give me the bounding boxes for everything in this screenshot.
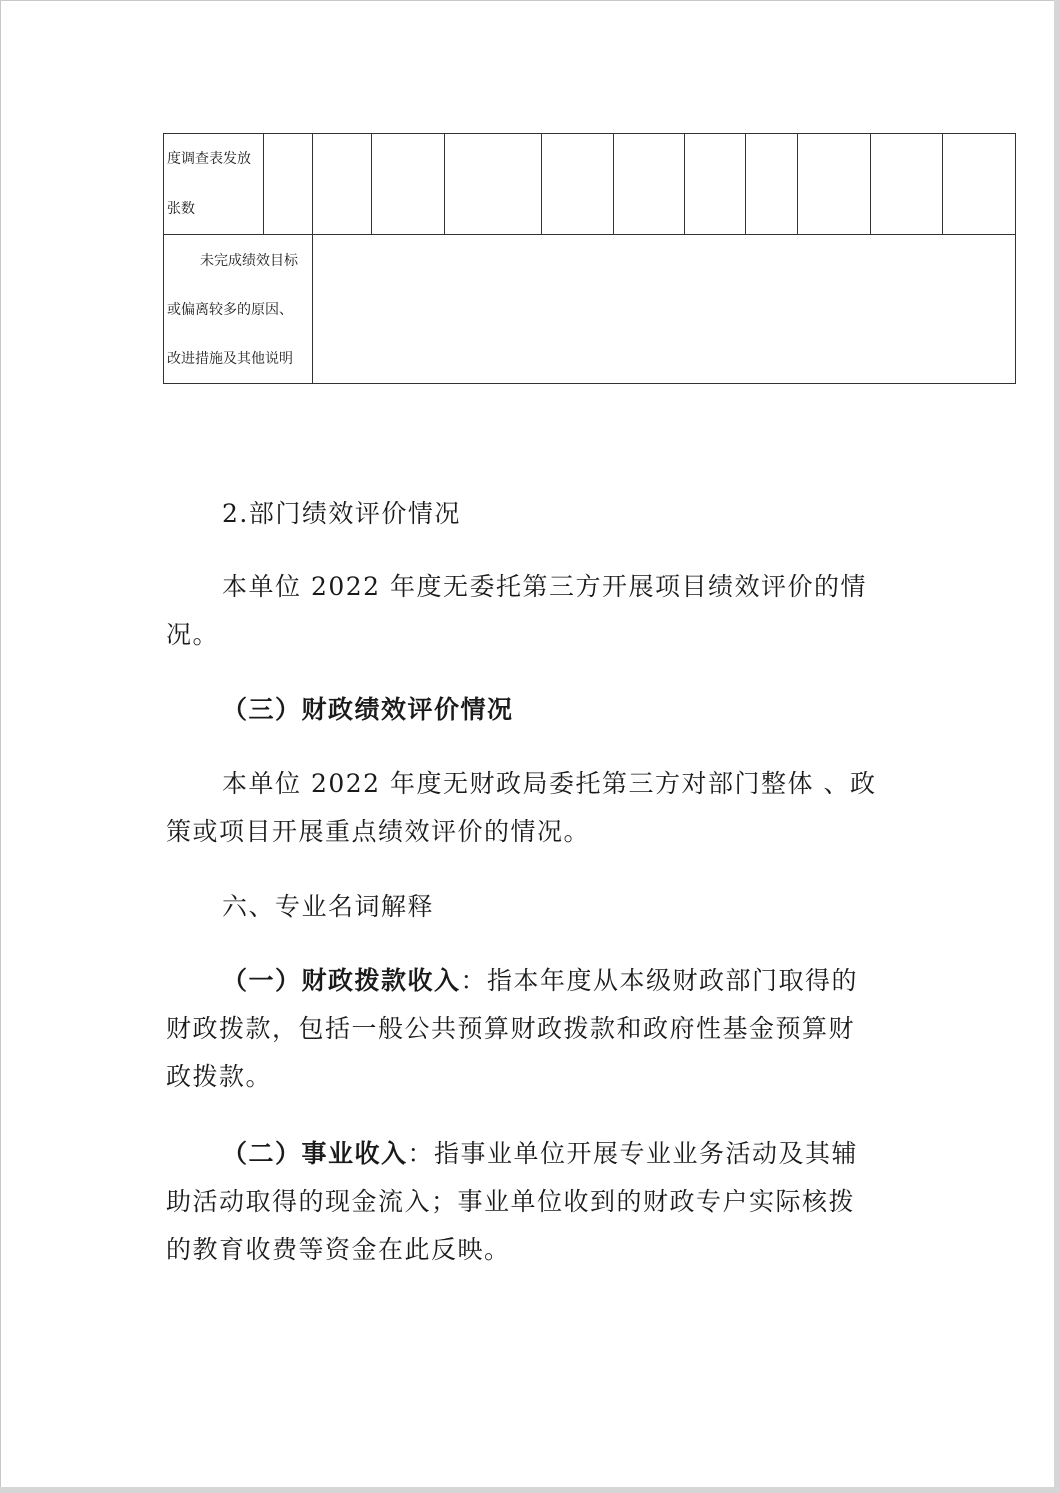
- paragraph-line: 本单位 2022 年度无财政局委托第三方对部门整体 、政: [222, 769, 877, 798]
- table-cell: [685, 134, 746, 235]
- term-text: 指本年度从本级财政部门取得的: [487, 966, 859, 995]
- table-row: [164, 134, 1016, 235]
- table-row-label: [164, 134, 264, 235]
- term-title: （二）事业收入: [222, 1139, 408, 1168]
- term-text: 指事业单位开展专业业务活动及其辅: [434, 1139, 859, 1168]
- paragraph-line: [166, 957, 898, 1005]
- table-cell-explanation: [313, 235, 1016, 384]
- table-row: [164, 235, 1016, 384]
- table-cell: [746, 134, 798, 235]
- table-cell: [264, 134, 313, 235]
- section-heading: （三）财政绩效评价情况: [222, 695, 514, 724]
- table-label-line: 或偏离较多的原因、: [167, 302, 293, 318]
- paragraph-line: 本单位 2022 年度无委托第三方开展项目绩效评价的情: [222, 572, 868, 601]
- table-cell: [871, 134, 943, 235]
- section-heading: 六、专业名词解释: [222, 892, 435, 921]
- paragraph-line: [166, 1130, 898, 1178]
- table-cell: [943, 134, 1016, 235]
- section-heading: 2.部门绩效评价情况: [222, 499, 461, 528]
- table-label-line: 未完成绩效目标: [200, 253, 298, 269]
- table-cell: [372, 134, 445, 235]
- table-cell: [542, 134, 614, 235]
- table-cell: [445, 134, 542, 235]
- table-label-line: 度调查表发放: [167, 151, 251, 167]
- table-cell: [798, 134, 871, 235]
- paragraph-line: 策或项目开展重点绩效评价的情况。: [166, 817, 591, 846]
- table-label-line: 张数: [167, 201, 195, 217]
- page-shadow-bottom: [0, 1487, 1060, 1493]
- paragraph-term-2: [166, 1130, 898, 1274]
- table-cell: [614, 134, 685, 235]
- term-colon: ：: [407, 1139, 435, 1168]
- table-cell: [313, 134, 372, 235]
- term-colon: ：: [460, 966, 488, 995]
- paragraph-line: 的教育收费等资金在此反映。: [166, 1235, 511, 1264]
- term-title: （一）财政拨款收入: [222, 966, 461, 995]
- paragraph-line: 财政拨款，包括一般公共预算财政拨款和政府性基金预算财: [166, 1014, 856, 1043]
- paragraph: [166, 563, 898, 659]
- paragraph-line: 政拨款。: [166, 1062, 273, 1091]
- paragraph-term-1: [166, 957, 898, 1101]
- performance-table: [163, 133, 1016, 384]
- table-row-label: [164, 235, 313, 384]
- paragraph-line: 助活动取得的现金流入；事业单位收到的财政专户实际核拨: [166, 1187, 856, 1216]
- page-shadow-right: [1054, 0, 1060, 1493]
- table-label-line: 改进措施及其他说明: [167, 351, 293, 367]
- paragraph-line: 况。: [166, 620, 220, 649]
- paragraph: [166, 760, 898, 856]
